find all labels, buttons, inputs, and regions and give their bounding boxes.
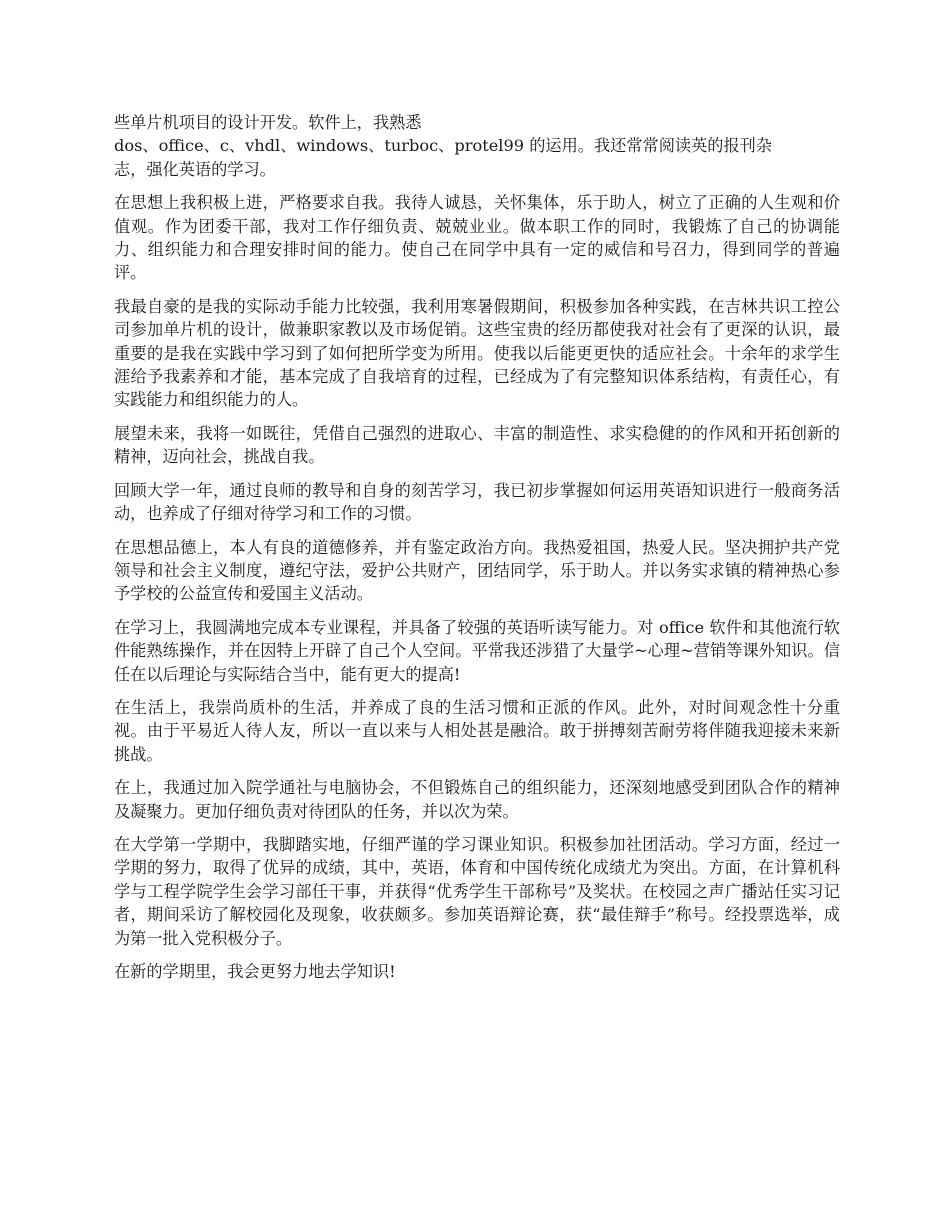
- paragraph-practice: 我最自豪的是我的实际动手能力比较强，我利用寒暑假期间，积极参加各种实践，在吉林共识工控公司参加单片机的设计，做兼职家教以及市场促销。这些宝贵的经历都使我对社会有了更深的认识，最重要的是我在实践中学习到了如何把所学变为所用。使我以后能更更快的适应社会。十余年的求学生涯给予我素养和才能，基本完成了自我培育的过程，已经成为了有完整知识体系结构，有责任心，有实践能力和组织能力的人。: [114, 296, 840, 410]
- document-page: [114, 111, 840, 993]
- intro-line-2: dos、office、c、vhdl、windows、turboc、protel99 的运用。我还常常阅读英的报刊杂: [114, 136, 773, 156]
- paragraph-outlook: 展望未来，我将一如既往，凭借自己强烈的进取心、丰富的制造性、求实稳健的的作风和开拓创新的精神，迈向社会，挑战自我。: [114, 423, 840, 467]
- intro-line-1: 些单片机项目的设计开发。软件上，我熟悉: [114, 113, 422, 132]
- paragraph-morality: 在思想品德上，本人有良的道德修养，并有鉴定政治方向。我热爱祖国，热爱人民。坚决拥护共产党领导和社会主义制度，遵纪守法，爱护公共财产，团结同学，乐于助人。并以务实求镇的精神热心参予学校的公益宣传和爱国主义活动。: [114, 537, 840, 604]
- intro-paragraph: [114, 111, 840, 181]
- paragraph-review: 回顾大学一年，通过良师的教导和自身的刻苦学习，我已初步掌握如何运用英语知识进行一般商务活动，也养成了仔细对待学习和工作的习惯。: [114, 480, 840, 524]
- paragraph-life: 在生活上，我崇尚质朴的生活，并养成了良的生活习惯和正派的作风。此外，对时间观念性十分重视。由于平易近人待人友，所以一直以来与人相处甚是融洽。敢于拼搏刻苦耐劳将伴随我迎接未来新挑战。: [114, 697, 840, 764]
- paragraph-new-semester: 在新的学期里，我会更努力地去学知识!: [114, 962, 396, 981]
- paragraph-ideology: 在思想上我积极上进，严格要求自我。我待人诚恳，关怀集体，乐于助人，树立了正确的人生观和价值观。作为团委干部，我对工作仔细负责、兢兢业业。做本职工作的同时，我锻炼了自己的协调能力、组织能力和合理安排时间的能力。使自己在同学中具有一定的威信和号召力，得到同学的普遍评。: [114, 193, 840, 283]
- intro-line-3: 志，强化英语的学习。: [114, 159, 276, 179]
- paragraph-teamwork: 在上，我通过加入院学通社与电脑协会，不但锻炼自己的组织能力，还深刻地感受到团队合作的精神及凝聚力。更加仔细负责对待团队的任务，并以次为荣。: [114, 778, 840, 821]
- paragraph-study: 在学习上，我圆满地完成本专业课程，并具备了较强的英语听读写能力。对 office 软件和其他流行软件能熟练操作，并在因特上开辟了自己个人空间。平常我还涉猎了大量学~心理~营销等课外知识。信任在以后理论与实际结合当中，能有更大的提高!: [114, 617, 840, 684]
- paragraph-first-semester: 在大学第一学期中，我脚踏实地，仔细严谨的学习课业知识。积极参加社团活动。学习方面，经过一学期的努力，取得了优异的成绩，其中，英语，体育和中国传统化成绩尤为突出。方面，在计算机科学与工程学院学生会学习部任干事，并获得“优秀学生干部称号”及奖状。在校园之声广播站任实习记者，期间采访了解校园化及现象，收获颇多。参加英语辩论赛，获“最佳辩手”称号。经投票选举，成为第一批入党积极分子。: [114, 834, 840, 948]
